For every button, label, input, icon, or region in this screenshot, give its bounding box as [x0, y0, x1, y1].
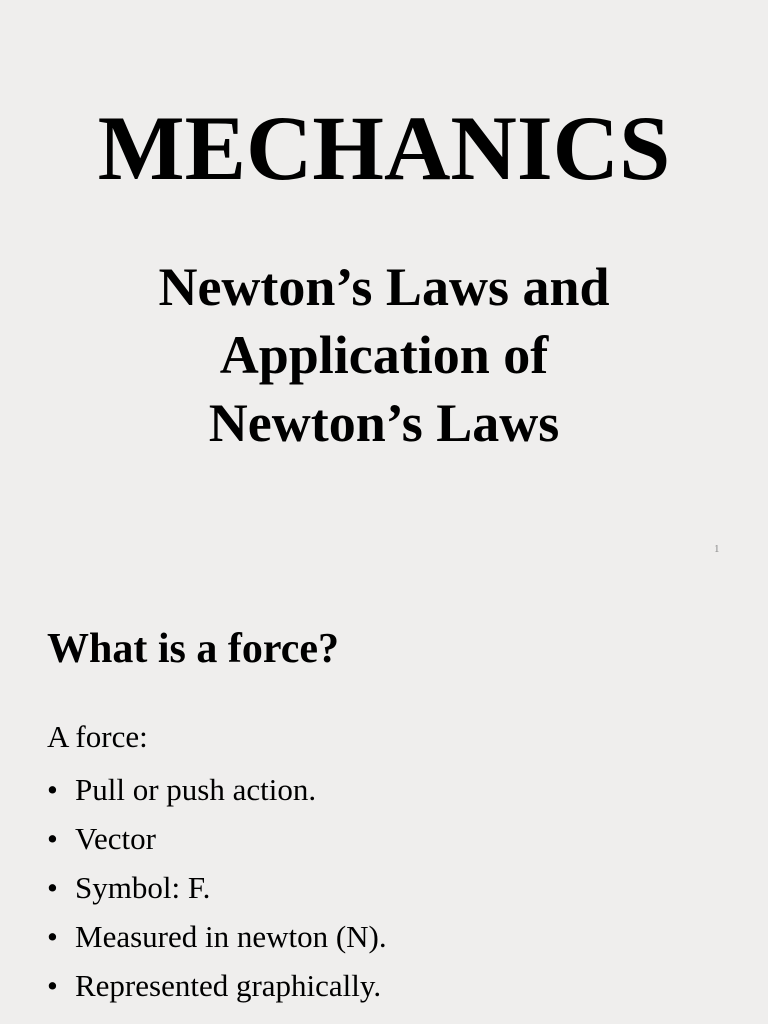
list-item	[47, 765, 387, 814]
intro-text: A force:	[47, 719, 148, 754]
bullet-icon: •	[47, 870, 58, 905]
list-item	[47, 961, 387, 1010]
bullet-list	[47, 765, 387, 1010]
list-item	[47, 863, 387, 912]
slide-title: MECHANICS	[97, 97, 671, 199]
list-item-text: Represented graphically.	[75, 968, 382, 1003]
page-number: 1	[714, 543, 720, 555]
subtitle-line: Newton’s Laws and	[158, 257, 610, 317]
list-item-text: Measured in newton (N).	[75, 919, 387, 954]
list-item-text: Pull or push action.	[75, 772, 317, 807]
list-item-text: Vector	[75, 821, 156, 856]
subtitle-line: Application of	[219, 325, 549, 385]
list-item	[47, 814, 387, 863]
list-item	[47, 912, 387, 961]
bullet-icon: •	[47, 821, 58, 856]
list-item-text: Symbol: F.	[75, 870, 211, 905]
section-heading: What is a force?	[47, 626, 340, 672]
bullet-icon: •	[47, 968, 58, 1003]
slide-subtitle	[0, 253, 768, 457]
content-slide	[0, 580, 768, 1024]
bullet-icon: •	[47, 919, 58, 954]
subtitle-line: Newton’s Laws	[208, 393, 560, 453]
bullet-icon: •	[47, 772, 58, 807]
